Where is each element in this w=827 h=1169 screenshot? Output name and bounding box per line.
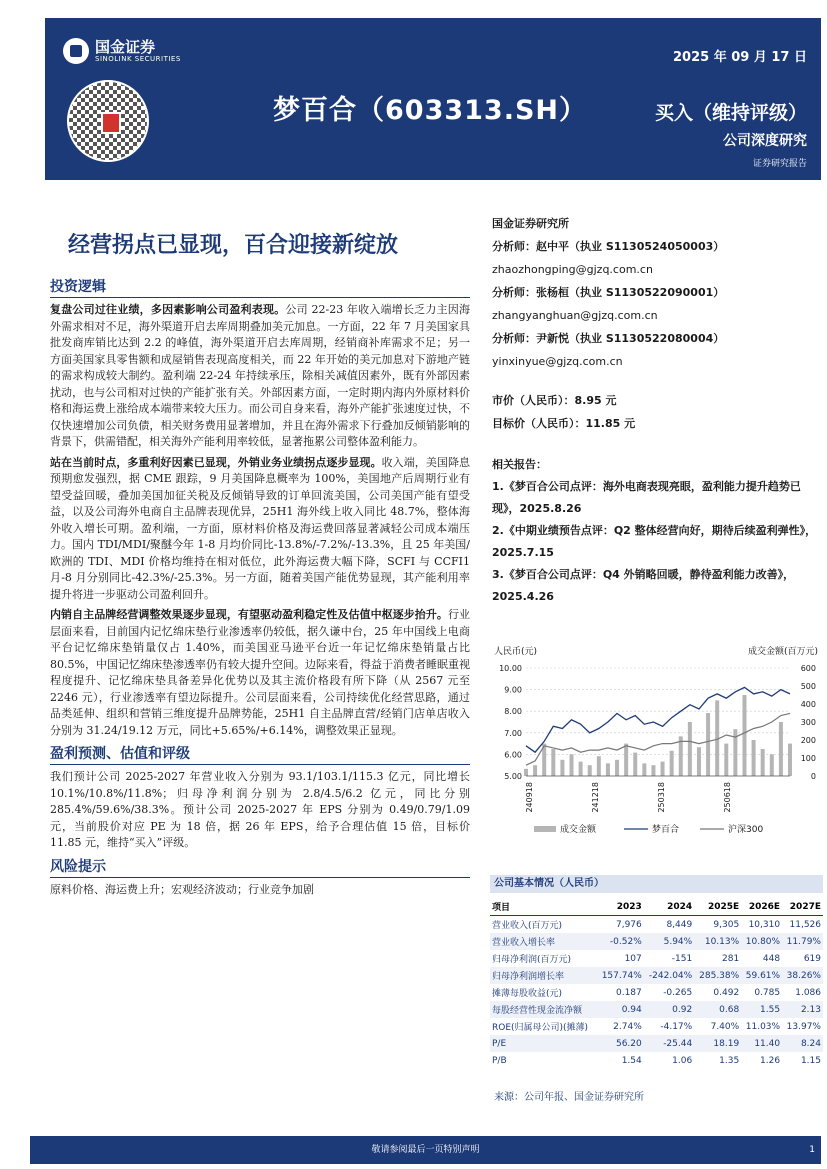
related-reports-title: 相关报告： xyxy=(492,458,547,471)
research-org: 国金证券研究所 xyxy=(492,217,569,230)
volume-bar xyxy=(615,760,619,776)
page-number: 1 xyxy=(809,1145,815,1155)
table-cell: 59.61% xyxy=(741,967,782,984)
table-header-cell: 2024 xyxy=(644,898,694,916)
table-cell: 11.40 xyxy=(741,1035,782,1052)
table-cell: -0.265 xyxy=(663,987,693,998)
table-header xyxy=(490,898,823,916)
table-cell: 10.13% xyxy=(694,933,741,950)
y-tick-label: 8.00 xyxy=(504,707,522,717)
table-cell: 107 xyxy=(624,953,642,964)
table-header-cell: 2027E xyxy=(782,898,823,916)
footer xyxy=(30,1136,821,1164)
volume-bar xyxy=(551,749,555,776)
table-cell: 1.26 xyxy=(760,1055,781,1066)
table-cell: -0.52% xyxy=(597,933,644,950)
table-cell: -242.04% xyxy=(644,967,694,984)
y2-tick-label: 600 xyxy=(800,664,816,673)
table-cell: 营业收入(百万元) xyxy=(492,921,563,931)
legend-swatch-volume xyxy=(534,826,556,832)
table-cell: 9,305 xyxy=(713,919,740,930)
table-cell: -4.17% xyxy=(660,1021,693,1032)
section-logic: 投资逻辑 xyxy=(50,276,470,298)
volume-bar xyxy=(606,763,610,776)
volume-bar xyxy=(570,754,574,776)
table-cell: 11,526 xyxy=(789,919,821,930)
table-cell: ROE(归属母公司)(摊薄) xyxy=(492,1023,589,1033)
table-cell: 0.92 xyxy=(644,1001,694,1018)
y2-tick-label: 100 xyxy=(800,754,816,763)
y2-tick-label: 500 xyxy=(800,682,816,691)
analyst-2-email[interactable]: zhangyanghuan@gjzq.com.cn xyxy=(492,309,658,322)
table-cell: 7.40% xyxy=(710,1021,740,1032)
right-axis-label: 成交金额(百万元) xyxy=(747,647,818,657)
section-risk: 风险提示 xyxy=(50,856,470,878)
table-cell: 每股经营性现金流净额 xyxy=(490,1001,597,1018)
paragraph-2-lead: 站在当前时点，多重利好因素已显现，外销业务业绩拐点逐步显现。 xyxy=(50,455,382,469)
analyst-3: 分析师：尹新悦（执业 S1130522080004） xyxy=(492,332,725,345)
price-chart xyxy=(490,642,822,842)
table-cell: 619 xyxy=(803,953,821,964)
volume-bar xyxy=(624,744,628,776)
legend-label: 梦百合 xyxy=(652,825,680,835)
series-line-stock xyxy=(526,687,790,752)
table-cell: 0.492 xyxy=(713,987,740,998)
table-cell: 10.80% xyxy=(741,933,782,950)
volume-bar xyxy=(642,763,646,776)
table-cell: 1.54 xyxy=(621,1055,642,1066)
volume-bar xyxy=(651,765,655,776)
y-tick-label: 5.00 xyxy=(504,772,522,781)
x-tick-label: 240918 xyxy=(525,782,534,813)
table-header-cell: 2026E xyxy=(741,898,782,916)
market-price: 市价（人民币）：8.95 元 xyxy=(492,394,617,407)
x-tick-label: 250318 xyxy=(657,782,666,813)
volume-bar xyxy=(560,760,564,776)
volume-bar xyxy=(706,713,710,776)
table-cell: 281 xyxy=(722,953,740,964)
volume-bar xyxy=(752,740,756,776)
table-cell: 10,310 xyxy=(748,919,781,930)
volume-bar xyxy=(761,749,765,776)
table-cell: 5.94% xyxy=(644,933,694,950)
volume-bar xyxy=(742,695,746,776)
side-column xyxy=(492,212,822,608)
table-cell: 0.68 xyxy=(694,1001,741,1018)
financial-table xyxy=(490,898,823,1069)
y-tick-label: 9.00 xyxy=(504,685,522,695)
table-cell: 营业收入增长率 xyxy=(490,933,597,950)
legend-label: 成交金额 xyxy=(560,825,597,835)
report-date: 2025 年 09 月 17 日 xyxy=(673,50,807,65)
table-cell: 18.19 xyxy=(694,1035,741,1052)
table-cell: 13.97% xyxy=(786,1021,821,1032)
volume-bar xyxy=(688,722,692,776)
paragraph-3-lead: 内销自主品牌经营调整效果逐步显现，有望驱动盈利稳定性及估值中枢逐步抬升。 xyxy=(50,608,448,621)
table-cell: 1.15 xyxy=(800,1055,821,1066)
volume-bar xyxy=(661,762,665,776)
volume-bar xyxy=(697,747,701,776)
volume-bar xyxy=(788,744,792,776)
paragraph-3-body: 行业层面来看，目前国内记忆绵床垫行业渗透率仍较低，据久谦中台，25 年中国线上电商平台记忆绵床垫销量仅占 1.40%，而美国亚马逊平台近一年记忆绵床垫销量占比 80.5%，中国记忆绵床垫渗透率仍有较大提升空间。边际来看，得益于消费者睡眠重视程度提升、记忆绵床垫具备差异化优势以及其主流价格段有所下降（从 2567 元至 2246 元），行业渗透率有望边际提升。公司层面来看，公司持续优化经营思路，通过品类延伸、组织和营销三维度提升品牌势能，25H1 自主品牌直营/经销门店单店收入分别为 31.24/19.12 万元，同比+5.65%/+6.14%，调整效果正显现。 xyxy=(50,608,471,737)
fin-table-title: 公司基本情况（人民币） xyxy=(490,875,823,893)
table-cell: 448 xyxy=(762,953,781,964)
paragraph-risk: 原料价格、海运费上升；宏观经济波动；行业竞争加剧 xyxy=(50,882,314,896)
paragraph-2 xyxy=(50,455,470,604)
table-cell: -25.44 xyxy=(644,1035,694,1052)
table-cell: 摊薄每股收益(元) xyxy=(492,989,563,999)
logo-name: 国金证券 xyxy=(95,38,156,56)
analyst-2: 分析师：张杨桓（执业 S1130522090001） xyxy=(492,286,725,299)
table-cell: 1.35 xyxy=(719,1055,740,1066)
volume-bar xyxy=(579,762,583,776)
left-axis-label: 人民币(元) xyxy=(494,647,538,657)
related-report-2[interactable]: 2.《中期业绩预告点评：Q2 整体经营向好，期待后续盈利弹性》，2025.7.15 xyxy=(492,524,817,559)
report-header xyxy=(45,18,821,180)
analyst-1-email[interactable]: zhaozhongping@gjzq.com.cn xyxy=(492,263,653,276)
table-row xyxy=(490,916,823,934)
paragraph-1-lead: 复盘公司过往业绩，多因素影响公司盈利表现。 xyxy=(50,303,286,316)
table-cell: 0.94 xyxy=(597,1001,644,1018)
table-cell: 38.26% xyxy=(782,967,823,984)
qr-code-icon[interactable] xyxy=(67,80,149,162)
table-row xyxy=(490,950,823,967)
table-row xyxy=(490,1035,823,1052)
report-type: 公司深度研究 xyxy=(723,133,807,149)
report-subtype: 证券研究报告 xyxy=(752,159,807,169)
table-row xyxy=(490,1001,823,1018)
footer-disclaimer[interactable]: 敬请参阅最后一页特别声明 xyxy=(371,1145,480,1155)
paragraph-1-body: 公司 22-23 年收入端增长乏力主因海外需求相对不足，海外渠道开启去库周期叠加美元加息。一方面，22 年 7 月美国家具批发商库销比达到 2.2 的峰值，海外渠道开启去库周期，经销商补库需求不足；另一方面美国家具零售额和成屋销售表现高度相关，而 22 年开始的美元加息对下游地产链的需求构成较大制约。盈利端 22-24 年持续承压，除相关减值因素外，既有外部因素扰动，也与公司相对过快的产能扩张有关。外部因素方面，一定时期内海内外原材料价格和海运费上涨给成本端带来较大压力。而公司自身来看，海外产能扩张速度过快，不仅快速增加公司负债，相关财务费用显著增加，并且在海外需求下行叠加反倾销影响的背景下，供需错配，相关海外产能利用率较低，显著拖累公司整体盈利能力。 xyxy=(50,303,471,448)
logo-icon xyxy=(63,38,89,64)
table-cell: 285.38% xyxy=(694,967,741,984)
table-header-cell: 2025E xyxy=(694,898,741,916)
stock-title: 梦百合（603313.SH） xyxy=(273,95,588,126)
table-cell: P/B xyxy=(492,1055,507,1066)
source-note: 来源：公司年报、国金证券研究所 xyxy=(494,1092,644,1103)
x-tick-label: 241218 xyxy=(591,782,600,813)
volume-bar xyxy=(770,754,774,776)
y2-tick-label: 200 xyxy=(800,736,816,745)
series-line-hs300 xyxy=(526,713,790,765)
paragraph-2-body: 收入端，美国降息预期愈发强烈，据 CME 跟踪，9 月美国降息概率为 100%，美国地产后周期行业有望受益回暖，叠加美国加征关税及反倾销导致的订单回流美国，公司美国产能有望受益，以及公司海外电商自主品牌表现优异，25H1 海外线上收入同比 48.7%，整体海外收入增长可期。盈利端，一方面，原材料价格及海运费回落显著减轻公司成本端压力。国内 TDI/MDI/聚醚今年 1-8 月均价同比-13.8%/-7.2%/-13.3%，且 25 年美国/欧洲的 TDI、MDI 价格均维持在相对低位，此外海运费大幅下降，SCFI 与 CCFI1 月-8 月分别同比-42.3%/-25.3%。另一方面，随着美国产能优势显现，其产能利用率提升将进一步驱动公司盈利回升。 xyxy=(50,455,471,601)
volume-bar xyxy=(588,765,592,776)
volume-bar xyxy=(779,722,783,776)
y2-tick-label: 400 xyxy=(800,700,816,709)
analyst-3-email[interactable]: yinxinyue@gjzq.com.cn xyxy=(492,355,623,368)
paragraph-forecast: 我们预计公司 2025-2027 年营业收入分别为 93.1/103.1/115.3 亿元，同比增长 10.1%/10.8%/11.8%；归母净利润分别为 2.8/4.5/6.2 亿元，同比分别 285.4%/59.6%/38.3%。预计公司 2025-2027 年 EPS 分别为 0.49/0.79/1.09 元，当前股价对应 PE 为 18 倍，据 26 年 EPS，给予合理估值 15 倍，目标价 11.85 元，维持“买入”评级。 xyxy=(50,770,470,849)
paragraph-1 xyxy=(50,302,470,451)
table-row xyxy=(490,933,823,950)
analyst-1: 分析师：赵中平（执业 S1130524050003） xyxy=(492,240,725,253)
y-tick-label: 10.00 xyxy=(499,664,522,673)
company-logo xyxy=(63,38,181,64)
table-header-cell: 2023 xyxy=(597,898,644,916)
volume-bar xyxy=(724,744,728,776)
table-row xyxy=(490,1052,823,1069)
headline: 经营拐点已显现，百合迎接新绽放 xyxy=(68,233,399,258)
volume-bar xyxy=(670,751,674,776)
table-row xyxy=(490,967,823,984)
logo-english: SINOLINK SECURITIES xyxy=(95,55,181,63)
volume-bar xyxy=(533,765,537,776)
table-cell: 11.03% xyxy=(745,1021,781,1032)
table-cell: 56.20 xyxy=(597,1035,644,1052)
table-header-cell: 项目 xyxy=(490,898,597,916)
table-cell: 归母净利润增长率 xyxy=(490,967,597,984)
table-cell: 8.24 xyxy=(782,1035,823,1052)
table-cell: 8,449 xyxy=(666,919,693,930)
table-cell: 归母净利润(百万元) xyxy=(492,955,572,965)
qr-badge-icon xyxy=(101,112,121,134)
table-cell: 2.74% xyxy=(613,1021,642,1032)
table-cell: 157.74% xyxy=(597,967,644,984)
related-report-3[interactable]: 3.《梦百合公司点评：Q4 外销略回暖，静待盈利能力改善》，2025.4.26 xyxy=(492,568,795,603)
table-cell: 11.79% xyxy=(782,933,823,950)
table-cell: 1.086 xyxy=(795,987,821,998)
y-tick-label: 6.00 xyxy=(504,750,522,760)
table-row xyxy=(490,1018,823,1035)
paragraph-3 xyxy=(50,607,470,739)
target-price: 目标价（人民币）：11.85 元 xyxy=(492,417,636,430)
y2-tick-label: 300 xyxy=(800,718,816,727)
table-cell: 1.06 xyxy=(672,1055,693,1066)
table-cell: 0.785 xyxy=(754,987,781,998)
main-column xyxy=(50,276,470,902)
section-forecast: 盈利预测、估值和评级 xyxy=(50,743,470,765)
table-cell: 7,976 xyxy=(615,919,642,930)
legend-label: 沪深300 xyxy=(728,825,764,835)
table-cell: 2.13 xyxy=(782,1001,823,1018)
table-cell: P/E xyxy=(490,1035,597,1052)
volume-bar xyxy=(597,756,601,776)
y2-tick-label: 0 xyxy=(810,772,816,781)
volume-bar xyxy=(524,769,528,776)
related-report-1[interactable]: 1.《梦百合公司点评：海外电商表现亮眼，盈利能力提升趋势已现》，2025.8.26 xyxy=(492,480,801,515)
table-cell: 1.55 xyxy=(741,1001,782,1018)
table-row xyxy=(490,984,823,1001)
x-tick-label: 250618 xyxy=(723,782,732,813)
table-cell: -151 xyxy=(671,953,693,964)
y-tick-label: 7.00 xyxy=(504,728,522,738)
rating: 买入（维持评级） xyxy=(654,102,807,124)
volume-bar xyxy=(633,753,637,776)
table-cell: 0.187 xyxy=(615,987,642,998)
